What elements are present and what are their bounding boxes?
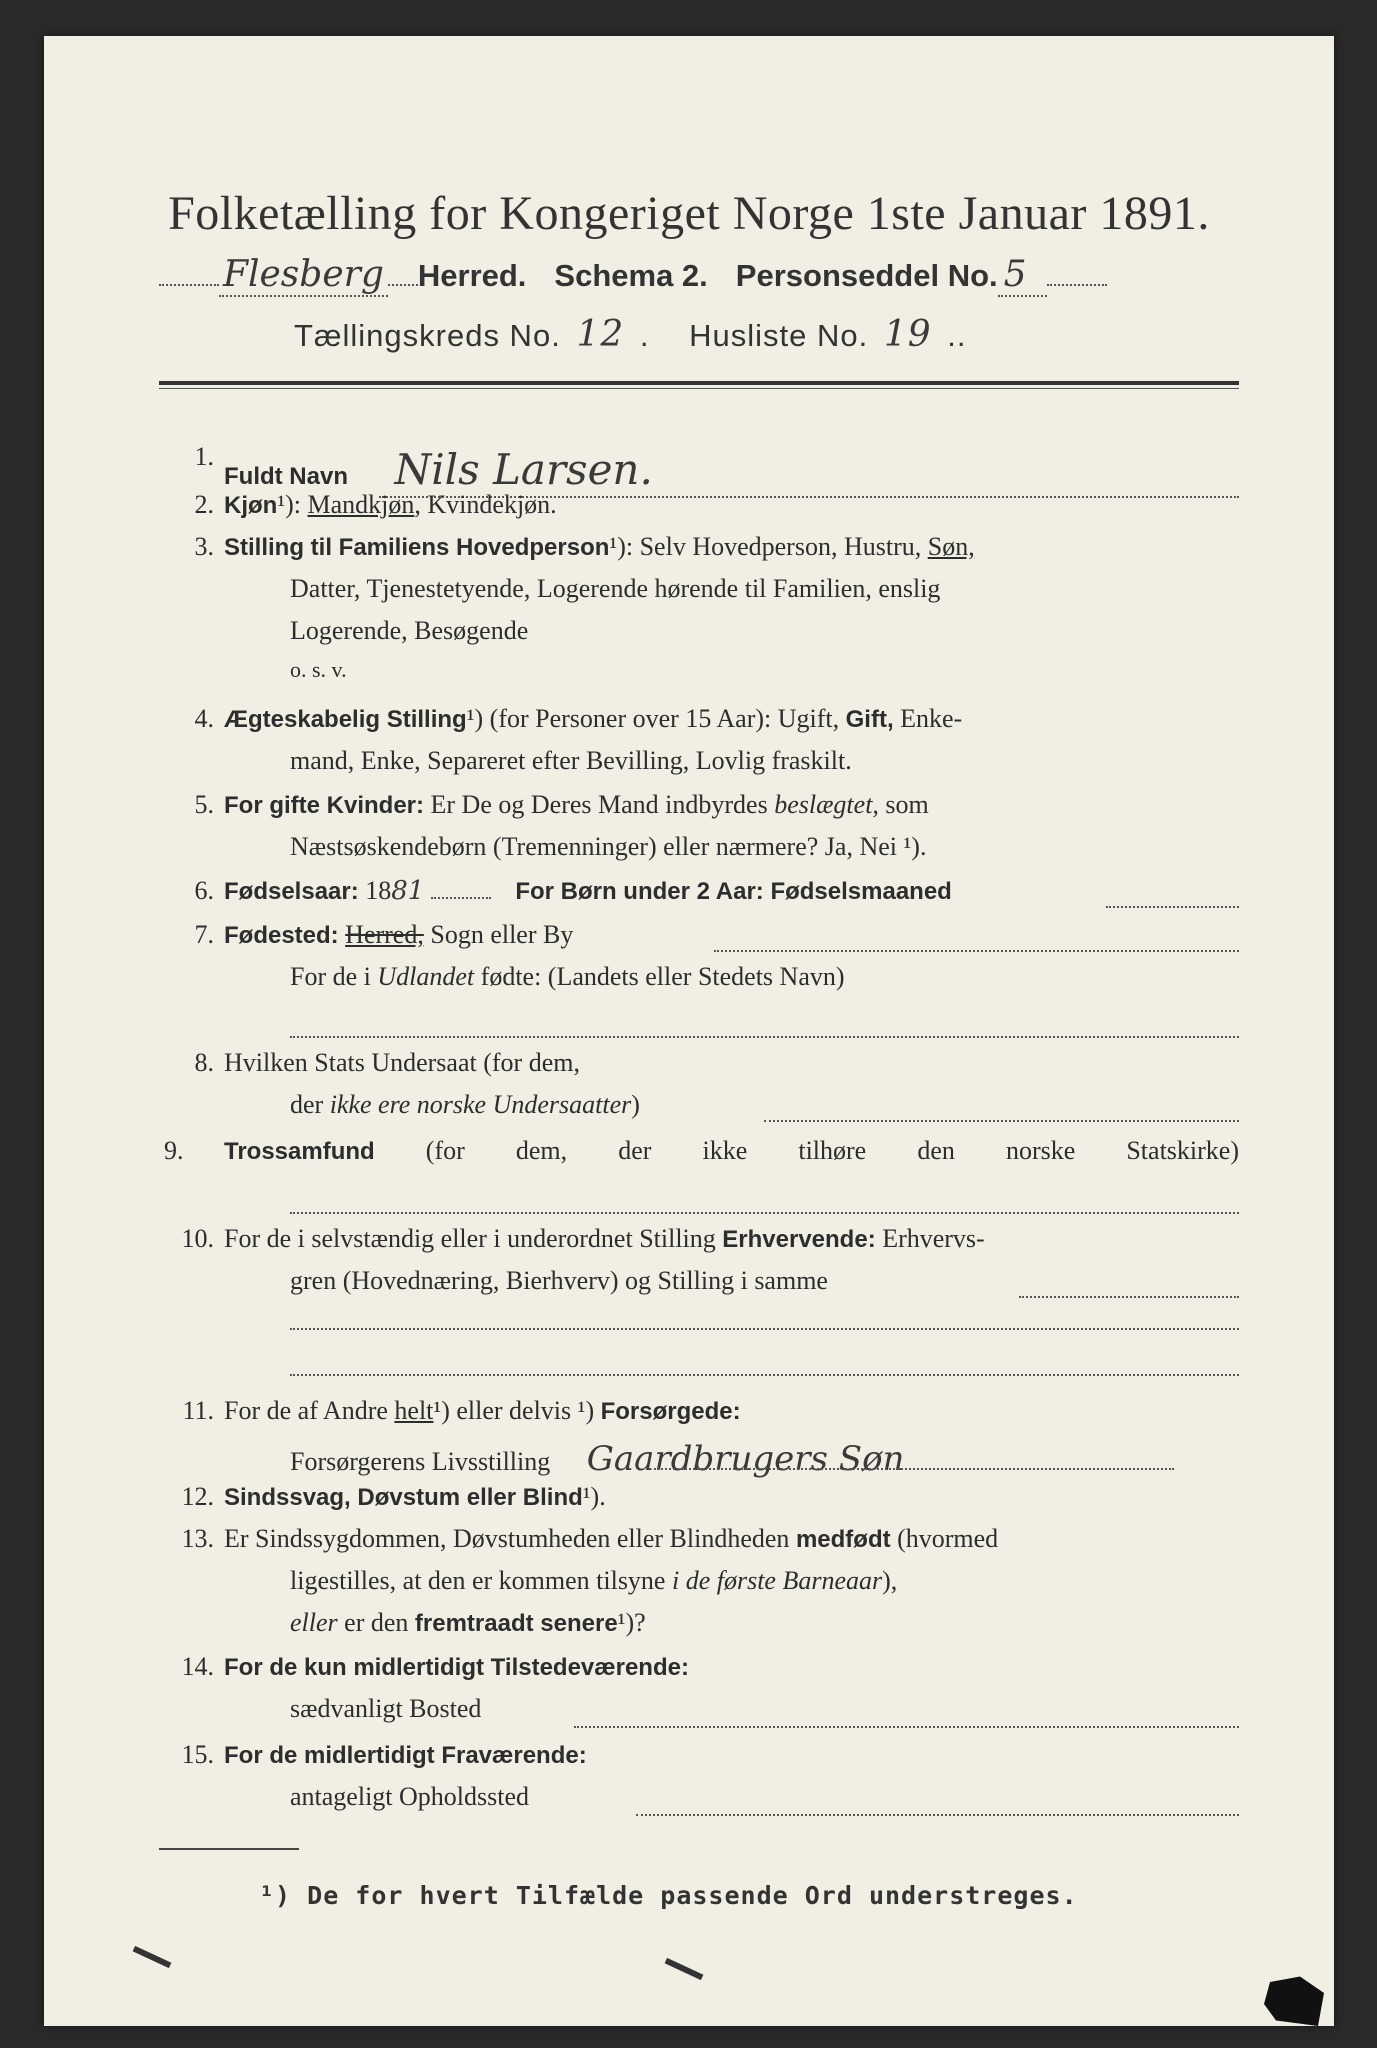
full-name-answer[interactable]: Nils Larsen. (394, 445, 653, 494)
sex-option-male[interactable]: Mandkjøn (307, 490, 415, 519)
answer-line (290, 1212, 1239, 1214)
personseddel-label: Personseddel No. (735, 258, 998, 293)
birth-year-prefix: 18 (365, 876, 392, 905)
question-12 (181, 1476, 606, 1518)
citizenship-suffix: ) (631, 1090, 640, 1119)
dotted-leader (388, 284, 418, 286)
abroad-suffix: fødte: (Landets eller Stedets Navn) (480, 962, 845, 991)
congenital-italic: i de første Barneaar (671, 1566, 883, 1595)
related-question-line2: Næstsøskendebørn (Tremenninger) eller nærmere? Ja, Nei ¹). (290, 832, 927, 861)
provider-occupation-label: Forsørgerens Livsstilling (290, 1447, 551, 1476)
answer-line (290, 1328, 1239, 1330)
citizenship-prefix: der (290, 1090, 324, 1119)
position-options-line2: Datter, Tjenestetyende, Logerende hørende til Familien, enslig (290, 574, 941, 603)
question-8-line2 (290, 1084, 640, 1126)
header-line (159, 254, 1239, 297)
question-number: 12. (181, 1482, 214, 1511)
ink-mark (133, 1946, 172, 1968)
position-option-son[interactable]: Søn, (927, 532, 975, 561)
related-word: beslægtet, (774, 790, 879, 819)
position-options-line3: Logerende, Besøgende (290, 616, 529, 645)
question-8 (194, 1042, 580, 1084)
kreds-line: Tællingskreds No. 12 . Husliste No. 19 .. (294, 314, 967, 355)
marital-label: Ægteskabelig Stilling (224, 706, 467, 733)
footnote-ref: ¹)? (617, 1608, 646, 1637)
birth-month-label: For Børn under 2 Aar: Fødselsmaaned (515, 878, 952, 905)
answer-line (636, 1814, 1239, 1816)
religion-description: (for dem, der ikke tilhøre den norske Statskirke) (425, 1136, 1239, 1165)
birth-year-handwritten[interactable]: 81 (391, 876, 425, 906)
congenital-bold: medfødt (795, 1526, 891, 1553)
birthplace-label: Fødested: (224, 922, 339, 949)
congenital-eller: eller (290, 1608, 338, 1637)
census-form (44, 36, 1334, 2026)
married-women-label: For gifte Kvinder: (224, 792, 425, 819)
usual-residence-label: sædvanligt Bosted (290, 1694, 482, 1723)
temporary-present-label: For de kun midlertidigt Tilstedeværende: (224, 1654, 689, 1681)
question-number: 15. (181, 1740, 214, 1769)
full-name-label: Fuldt Navn (224, 463, 348, 490)
congenital-line3: er den (344, 1608, 409, 1637)
question-number: 3. (194, 532, 214, 561)
probable-residence-label: antageligt Opholdssted (290, 1782, 530, 1811)
header-rule (159, 381, 1239, 385)
schema-label: Schema 2. (554, 258, 708, 293)
marital-options: (for Personer over 15 Aar): Ugift, (489, 704, 840, 733)
position-options-line4: o. s. v. (290, 657, 347, 682)
occupation-end: Erhvervs- (882, 1224, 985, 1253)
birth-year-label: Fødselsaar: (224, 878, 359, 905)
dotted-leader (1047, 284, 1107, 286)
kreds-handwritten[interactable]: 12 (576, 314, 625, 355)
congenital-later: fremtraadt senere (414, 1610, 618, 1637)
question-11 (182, 1390, 741, 1432)
abroad-word: Udlandet (377, 962, 475, 991)
citizenship-label: Hvilken Stats Undersaat (for dem, (224, 1048, 580, 1077)
footnote-ref: ¹): (609, 532, 634, 561)
footnote-ref: ¹) (466, 704, 484, 733)
supported-option-delvis: ¹) eller delvis ¹) (433, 1396, 595, 1425)
husliste-label: Husliste No. (689, 318, 869, 353)
congenital-label: Er Sindssygdommen, Døvstumheden eller Blindheden (224, 1524, 790, 1553)
answer-line (290, 1036, 1239, 1038)
congenital-end: (hvormed (897, 1524, 999, 1553)
question-number: 1. (194, 442, 214, 471)
footnote-ref: ¹): (277, 490, 302, 519)
position-options: Selv Hovedperson, Hustru, (639, 532, 922, 561)
occupation-line2: gren (Hovednæring, Bierhverv) og Stilling i samme (290, 1266, 828, 1295)
question-number: 5. (194, 790, 214, 819)
answer-line (714, 950, 1239, 952)
personseddel-handwritten[interactable]: 5 (998, 254, 1047, 297)
related-question: Er De og Deres Mand indbyrdes (430, 790, 768, 819)
sex-option-female[interactable]: , Kvindekjøn. (414, 490, 557, 519)
header-rule-thin (159, 388, 1239, 389)
birthplace-options: Sogn eller By (430, 920, 574, 949)
question-9 (164, 1130, 1239, 1172)
birthplace-option-herred[interactable]: Herred, (345, 920, 424, 949)
question-number: 11. (182, 1396, 214, 1425)
question-number: 4. (194, 704, 214, 733)
footnote: ¹) De for hvert Tilfælde passende Ord understreges. (259, 1881, 1078, 1910)
question-13 (181, 1518, 1239, 1560)
question-4 (194, 698, 1239, 740)
religion-label: Trossamfund (224, 1138, 375, 1165)
answer-line (764, 1120, 1239, 1122)
answer-line (574, 1726, 1239, 1728)
question-number: 2. (194, 490, 214, 519)
citizenship-italic: ikke ere norske Undersaatter (329, 1090, 632, 1119)
question-number: 8. (194, 1048, 214, 1077)
question-number: 6. (194, 876, 214, 905)
form-title: Folketælling for Kongeriget Norge 1ste Januar 1891. (168, 187, 1210, 240)
question-number: 14. (181, 1652, 214, 1681)
related-question-end: som (885, 790, 929, 819)
marital-options-line2: mand, Enke, Separeret efter Bevilling, Lovlig fraskilt. (290, 746, 852, 775)
husliste-handwritten[interactable]: 19 (883, 314, 932, 355)
question-3 (194, 526, 1239, 568)
ink-blot (1264, 1971, 1324, 2026)
provider-occupation-answer[interactable]: Gaardbrugers Søn (586, 1439, 905, 1479)
marital-options-end: Enke- (900, 704, 963, 733)
question-number: 13. (181, 1524, 214, 1553)
supported-bold: Forsørgede: (600, 1398, 741, 1425)
question-6 (194, 870, 1239, 913)
sex-label: Kjøn (224, 492, 278, 519)
supported-option-helt[interactable]: helt (394, 1396, 434, 1425)
ink-mark (665, 1958, 704, 1980)
abroad-prefix: For de i (290, 962, 371, 991)
supported-label: For de af Andre (224, 1396, 388, 1425)
occupation-bold: Erhvervende: (722, 1226, 876, 1253)
question-13-line2 (290, 1560, 897, 1602)
question-number: 10. (181, 1224, 214, 1253)
answer-line (654, 1468, 1174, 1470)
question-7-line2 (290, 956, 845, 998)
kreds-label: Tællingskreds No. (294, 318, 561, 353)
herred-label: Herred. (417, 258, 527, 293)
footnote-ref: ¹). (582, 1482, 606, 1511)
question-10 (181, 1218, 1239, 1260)
question-14 (181, 1646, 689, 1688)
disability-label: Sindssvag, Døvstum eller Blind (224, 1484, 583, 1511)
congenital-line2-end: ), (882, 1566, 898, 1595)
question-13-line3 (290, 1602, 646, 1644)
question-5 (194, 784, 1239, 826)
question-number: 7. (194, 920, 214, 949)
temporary-absent-label: For de midlertidigt Fraværende: (224, 1742, 587, 1769)
question-15 (181, 1734, 587, 1776)
marital-option-gift[interactable]: Gift, (845, 706, 894, 733)
question-2 (194, 484, 557, 526)
answer-line (1019, 1296, 1239, 1298)
herred-handwritten[interactable]: Flesberg (219, 254, 388, 297)
position-label: Stilling til Familiens Hovedperson (224, 534, 610, 561)
answer-line (290, 1374, 1239, 1376)
congenital-line2: ligestilles, at den er kommen tilsyne (290, 1566, 666, 1595)
dotted-leader (159, 284, 219, 286)
answer-line (1106, 906, 1239, 908)
footnote-divider (159, 1848, 299, 1850)
occupation-label: For de i selvstændig eller i underordnet Stilling (224, 1224, 716, 1253)
question-number: 9. (164, 1136, 184, 1165)
